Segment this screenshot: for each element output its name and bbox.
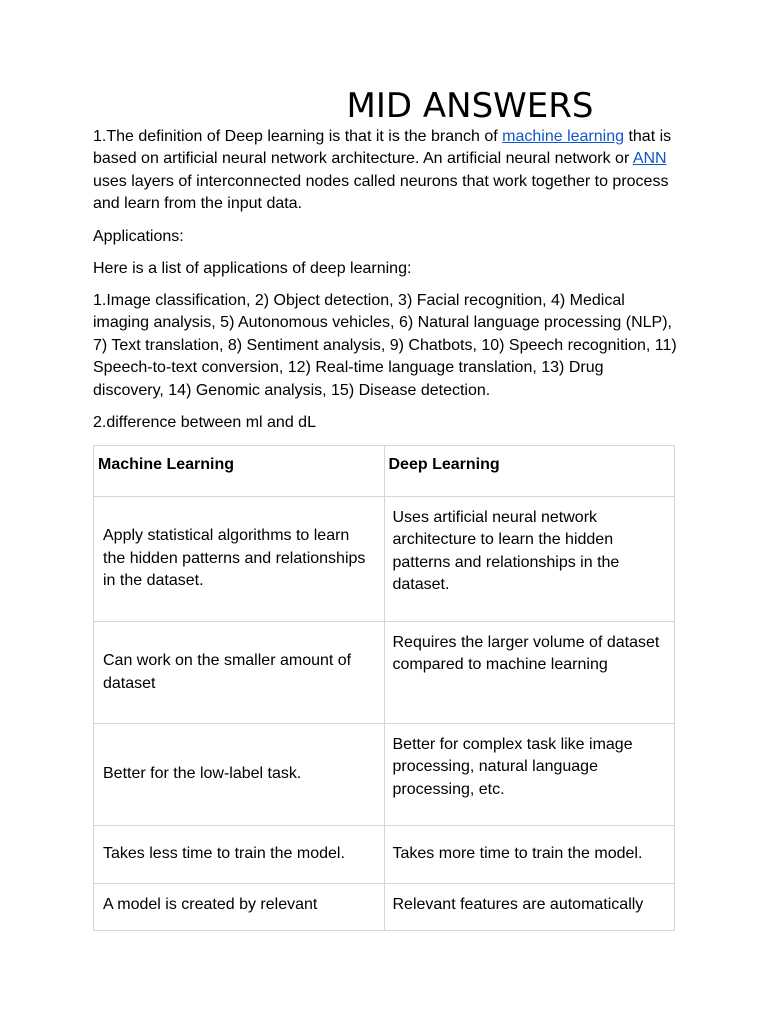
applications-list: 1.Image classification, 2) Object detection, 3) Facial recognition, 4) Medical imaging analysis, 5) Autonomous vehicles, 6) Natural language processing (NLP), 7) Text translation, 8) Sentiment analysis, 9) Chatbots, 10) Speech recognition, 11) Speech-to-text conversion, 12) Real-time language translation, 13) Drug discovery, 14) Genomic analysis, 15) Disease detection. bbox=[93, 292, 677, 399]
table-cell-ml: Can work on the smaller amount of dataset bbox=[94, 622, 385, 724]
table-cell-ml: A model is created by relevant bbox=[94, 884, 385, 931]
table-cell-ml: Better for the low-label task. bbox=[94, 724, 385, 826]
table-cell-dl: Requires the larger volume of dataset compared to machine learning bbox=[384, 622, 675, 724]
difference-heading: 2.difference between ml and dL bbox=[93, 414, 316, 431]
table-cell-dl: Uses artificial neural network architecture to learn the hidden patterns and relationships in the dataset. bbox=[384, 497, 675, 622]
table-cell-dl: Relevant features are automatically bbox=[384, 884, 675, 931]
table-cell-ml: Apply statistical algorithms to learn the hidden patterns and relationships in the dataset. bbox=[94, 497, 385, 622]
table-header-row bbox=[94, 446, 675, 497]
table-row bbox=[94, 826, 675, 884]
header-deep-learning: Deep Learning bbox=[384, 446, 675, 497]
comparison-table bbox=[93, 445, 675, 931]
intro-paragraph bbox=[93, 126, 678, 216]
page-title: MID ANSWERS bbox=[346, 86, 594, 126]
header-machine-learning: Machine Learning bbox=[94, 446, 385, 497]
table-row bbox=[94, 884, 675, 931]
intro-text-3: uses layers of interconnected nodes called neurons that work together to process and learn from the input data. bbox=[93, 172, 669, 213]
ann-link[interactable]: ANN bbox=[632, 150, 667, 168]
table-row bbox=[94, 622, 675, 724]
intro-text-1: 1.The definition of Deep learning is that it is the branch of bbox=[93, 128, 503, 145]
table-row bbox=[94, 724, 675, 826]
applications-heading: Applications: bbox=[93, 228, 184, 245]
table-cell-ml: Takes less time to train the model. bbox=[94, 826, 385, 884]
applications-list-heading: Here is a list of applications of deep learning: bbox=[93, 260, 412, 277]
table-cell-dl: Better for complex task like image processing, natural language processing, etc. bbox=[384, 724, 675, 826]
table-row bbox=[94, 497, 675, 622]
intro-text-2: that is based on artificial neural network architecture. An artificial neural network or bbox=[93, 128, 672, 168]
table-cell-dl: Takes more time to train the model. bbox=[384, 826, 675, 884]
machine-learning-link[interactable]: machine learning bbox=[502, 128, 624, 145]
